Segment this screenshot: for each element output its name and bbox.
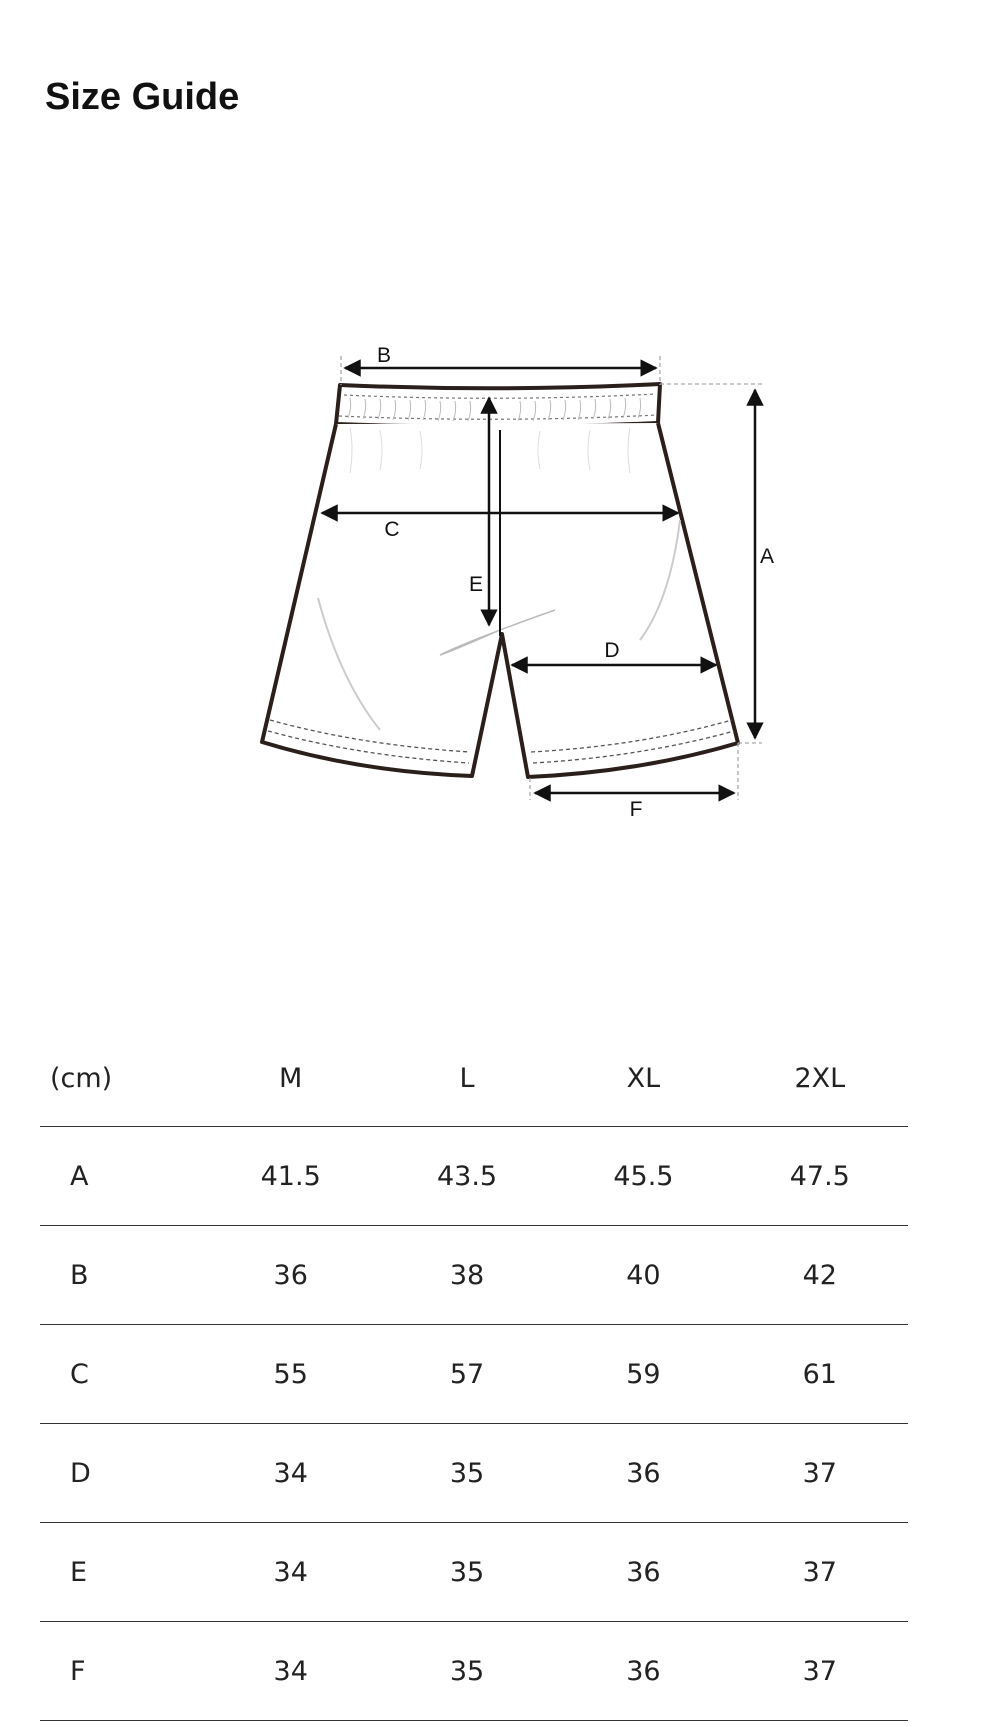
- table-cell: 35: [379, 1622, 555, 1721]
- row-label: F: [40, 1622, 203, 1721]
- table-row: [40, 1424, 908, 1523]
- label-b: B: [376, 344, 392, 367]
- table-header-row: [40, 1030, 908, 1127]
- row-label: E: [40, 1523, 203, 1622]
- label-d: D: [604, 639, 620, 662]
- table-cell: 36: [203, 1226, 379, 1325]
- table-cell: 37: [732, 1424, 908, 1523]
- size-header-m: M: [203, 1030, 379, 1127]
- row-label: C: [40, 1325, 203, 1424]
- table-cell: 34: [203, 1523, 379, 1622]
- table-cell: 47.5: [732, 1127, 908, 1226]
- table-row: [40, 1622, 908, 1721]
- label-f: F: [629, 798, 643, 821]
- table-cell: 57: [379, 1325, 555, 1424]
- size-header-xl: XL: [555, 1030, 731, 1127]
- table-cell: 40: [555, 1226, 731, 1325]
- label-e: E: [468, 573, 484, 596]
- table-cell: 36: [555, 1424, 731, 1523]
- table-row: [40, 1127, 908, 1226]
- table-cell: 35: [379, 1424, 555, 1523]
- label-a: A: [759, 545, 775, 568]
- size-header-2xl: 2XL: [732, 1030, 908, 1127]
- table-cell: 37: [732, 1523, 908, 1622]
- table-cell: 36: [555, 1622, 731, 1721]
- table-row: [40, 1523, 908, 1622]
- table-row: [40, 1226, 908, 1325]
- table-cell: 43.5: [379, 1127, 555, 1226]
- table-cell: 45.5: [555, 1127, 731, 1226]
- size-table: [40, 1030, 908, 1721]
- row-label: B: [40, 1226, 203, 1325]
- table-cell: 35: [379, 1523, 555, 1622]
- table-cell: 36: [555, 1523, 731, 1622]
- unit-header: (cm): [40, 1030, 203, 1127]
- table-cell: 38: [379, 1226, 555, 1325]
- table-cell: 42: [732, 1226, 908, 1325]
- row-label: A: [40, 1127, 203, 1226]
- table-cell: 55: [203, 1325, 379, 1424]
- table-cell: 59: [555, 1325, 731, 1424]
- table-cell: 37: [732, 1622, 908, 1721]
- row-label: D: [40, 1424, 203, 1523]
- table-cell: 61: [732, 1325, 908, 1424]
- table-row: [40, 1325, 908, 1424]
- page-title: Size Guide: [45, 76, 240, 118]
- label-c: C: [384, 518, 400, 541]
- table-cell: 41.5: [203, 1127, 379, 1226]
- table-cell: 34: [203, 1424, 379, 1523]
- size-header-l: L: [379, 1030, 555, 1127]
- table-cell: 34: [203, 1622, 379, 1721]
